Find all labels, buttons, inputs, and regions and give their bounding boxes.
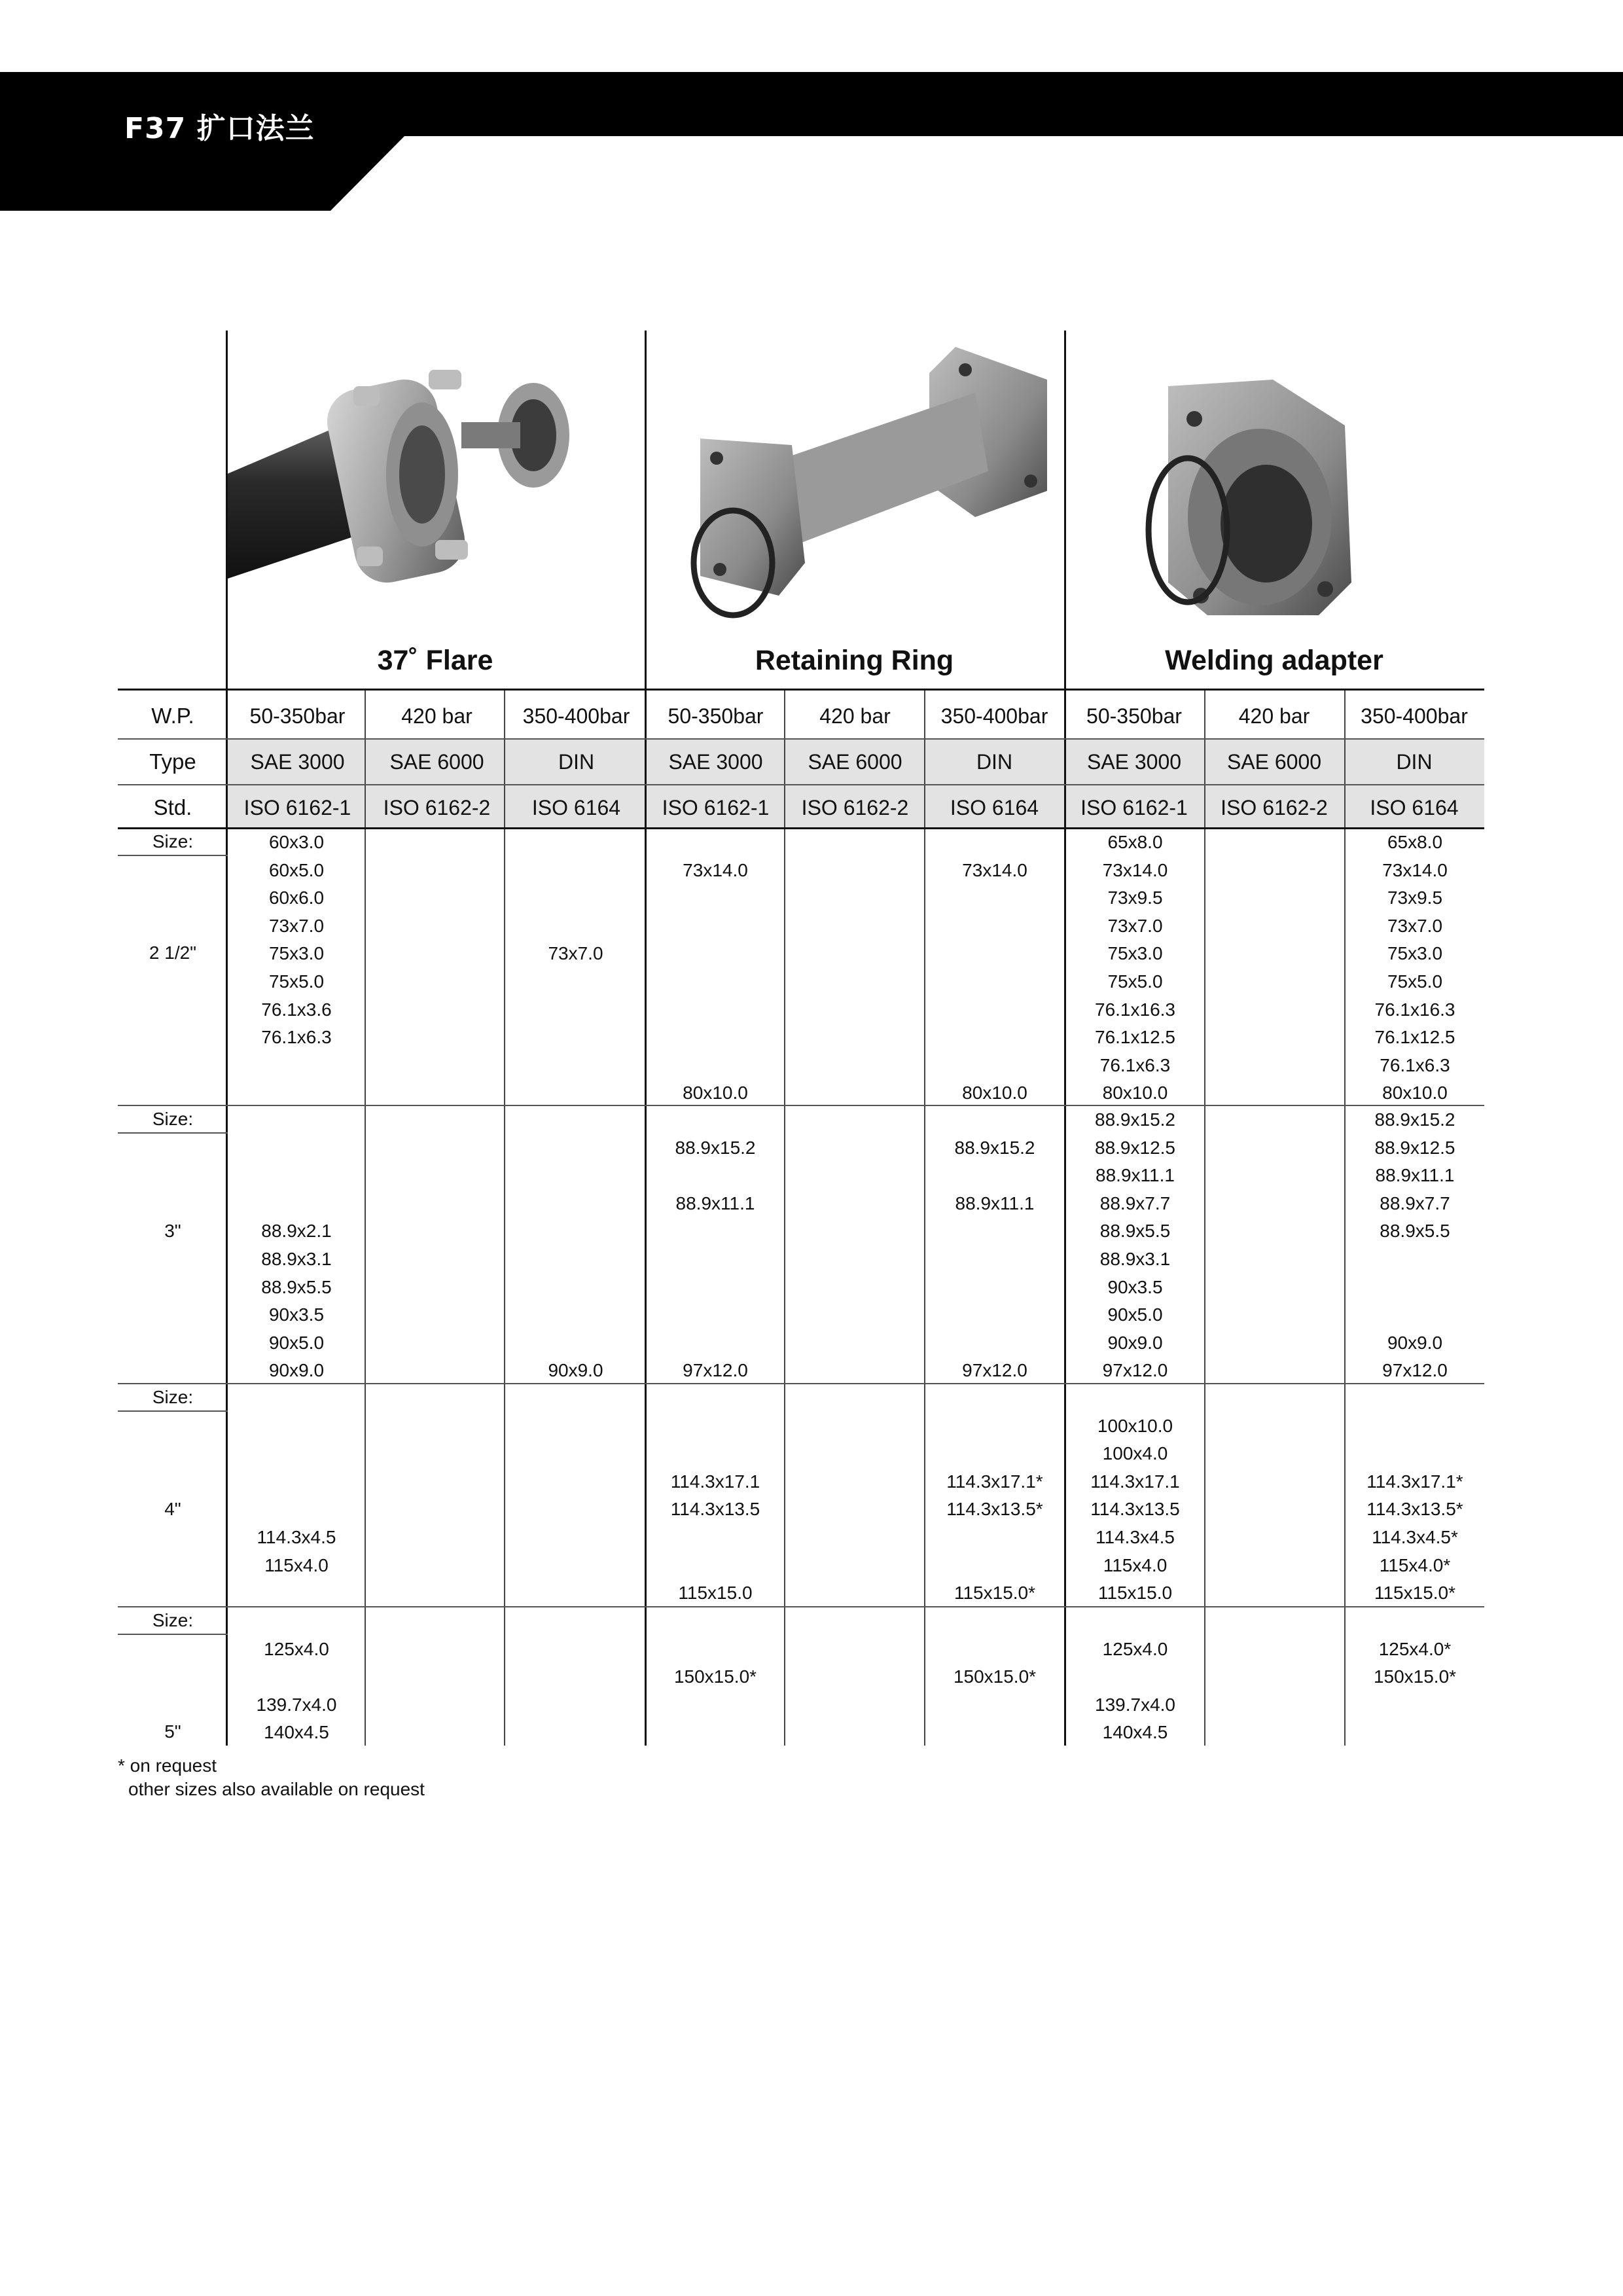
wp-cell: 50-350bar (249, 704, 346, 728)
std-row (118, 785, 1484, 830)
type-cell: SAE 6000 (389, 749, 484, 774)
wp-cell: 350-400bar (940, 704, 1048, 728)
size-column: 88.9x15.2 88.9x12.5 88.9x11.1 88.9x7.7 88.9x5.5 90x9.0 97x12.0 (1374, 1109, 1455, 1381)
divider (118, 738, 1484, 740)
wp-cell: 420 bar (401, 704, 473, 728)
std-cell: ISO 6162-1 (662, 795, 770, 819)
std-cell: ISO 6162-2 (801, 795, 909, 819)
size-column: 150x15.0* (953, 1666, 1037, 1687)
size-column: 88.9x15.2 88.9x11.1 97x12.0 (675, 1137, 756, 1381)
size-column (506, 1384, 645, 1579)
divider (118, 1132, 228, 1134)
size-column (366, 1384, 504, 1579)
size-column (1205, 829, 1344, 1079)
size-column: 125x4.0* 150x15.0* (1373, 1638, 1457, 1687)
wp-cell: 50-350bar (668, 704, 764, 728)
size-label: Size: (152, 1610, 194, 1630)
type-cell: SAE 6000 (1226, 749, 1322, 774)
std-cell: ISO 6162-1 (1080, 795, 1188, 819)
size-column: 114.3x4.5 115x4.0 (257, 1526, 336, 1575)
size-column: 125x4.0 139.7x4.0 140x4.5 (256, 1638, 337, 1743)
divider (118, 1634, 228, 1635)
page-title: F37 扩口法兰 (124, 112, 315, 145)
size-column: 73x14.0 80x10.0 (962, 859, 1027, 1103)
size-column: 88.9x2.1 88.9x3.1 88.9x5.5 90x3.5 90x5.0 90x9.0 (261, 1221, 332, 1381)
size-label: Size: (152, 1387, 194, 1407)
size-column: 114.3x17.1* 114.3x13.5* 115x15.0* (946, 1471, 1043, 1604)
retaining-ring-flange-image (668, 340, 1060, 628)
size-column: 100x10.0 100x4.0 114.3x17.1 114.3x13.5 114.3x4.5 115x4.0 115x15.0 (1090, 1415, 1180, 1604)
wp-cell: 350-400bar (522, 704, 630, 728)
size-column: 90x9.0 (548, 1360, 603, 1381)
size-label: Size: (152, 831, 194, 852)
type-cell: SAE 3000 (668, 749, 763, 774)
caption-welding-adapter: Welding adapter (1165, 645, 1383, 676)
size-column (785, 829, 924, 1079)
size-column (785, 1607, 924, 1719)
size-value: 3" (164, 1221, 181, 1241)
size-column (1205, 1106, 1344, 1357)
size-column: 60x3.0 60x5.0 60x6.0 73x7.0 75x3.0 75x5.0 76.1x3.6 76.1x6.3 (261, 832, 332, 1048)
type-cell: SAE 3000 (250, 749, 345, 774)
caption-retaining-ring: Retaining Ring (755, 645, 954, 676)
size-label: Size: (152, 1109, 194, 1129)
size-column (785, 1106, 924, 1357)
std-cell: ISO 6162-2 (383, 795, 491, 819)
size-column: 114.3x17.1 114.3x13.5 115x15.0 (670, 1471, 760, 1604)
divider (118, 784, 1484, 785)
size-column (366, 829, 504, 1079)
divider (118, 1410, 228, 1412)
divider (504, 691, 505, 1746)
std-cell: ISO 6164 (531, 795, 621, 819)
size-column: 150x15.0* (673, 1666, 757, 1687)
type-cell: DIN (558, 749, 595, 774)
footnote-on-request: * on request (118, 1755, 217, 1776)
std-label: Std. (153, 795, 192, 819)
type-row (118, 740, 1484, 784)
size-column (366, 1106, 504, 1357)
divider (118, 689, 1484, 691)
type-cell: DIN (976, 749, 1013, 774)
footnote-other-sizes: other sizes also available on request (128, 1779, 425, 1799)
size-column (366, 1607, 504, 1719)
size-column: 65x8.0 73x14.0 73x9.5 73x7.0 75x3.0 75x5.0 76.1x16.3 76.1x12.5 76.1x6.3 80x10.0 (1374, 832, 1455, 1103)
wp-label: W.P. (151, 704, 194, 728)
type-label: Type (149, 749, 196, 774)
std-cell: ISO 6164 (950, 795, 1039, 819)
size-column: 88.9x15.2 88.9x11.1 97x12.0 (954, 1137, 1035, 1381)
wp-cell: 50-350bar (1086, 704, 1182, 728)
wp-row (118, 694, 1484, 738)
std-cell: ISO 6162-2 (1221, 795, 1328, 819)
size-column (1205, 1384, 1344, 1579)
size-value: 2 1/2" (149, 942, 197, 963)
size-column (1205, 1607, 1344, 1719)
type-cell: DIN (1396, 749, 1433, 774)
size-column: 114.3x17.1* 114.3x13.5* 114.3x4.5* 115x4.0* 115x15.0* (1366, 1471, 1463, 1604)
caption-flare: 37˚ Flare (377, 645, 493, 676)
wp-cell: 350-400bar (1361, 704, 1468, 728)
size-column: 73x14.0 80x10.0 (683, 859, 748, 1103)
type-cell: SAE 3000 (1086, 749, 1182, 774)
size-column: 73x7.0 (548, 943, 603, 964)
wp-cell: 420 bar (1238, 704, 1310, 728)
size-value: 5" (164, 1721, 181, 1742)
size-column (785, 1384, 924, 1579)
divider (118, 855, 228, 856)
welding-adapter-flange-image (1129, 367, 1391, 635)
std-cell: ISO 6162-1 (243, 795, 351, 819)
wp-cell: 420 bar (819, 704, 891, 728)
size-column (506, 1607, 645, 1719)
size-column: 88.9x15.2 88.9x12.5 88.9x11.1 88.9x7.7 88.9x5.5 88.9x3.1 90x3.5 90x5.0 90x9.0 97x12.0 (1095, 1109, 1175, 1381)
size-column: 125x4.0 139.7x4.0 140x4.5 (1095, 1638, 1175, 1743)
std-cell: ISO 6164 (1370, 795, 1459, 819)
type-cell: SAE 6000 (808, 749, 902, 774)
size-column: 65x8.0 73x14.0 73x9.5 73x7.0 75x3.0 75x5.0 76.1x16.3 76.1x12.5 76.1x6.3 80x10.0 (1095, 832, 1175, 1103)
size-value: 4" (164, 1499, 181, 1519)
flare-flange-image (226, 344, 618, 605)
